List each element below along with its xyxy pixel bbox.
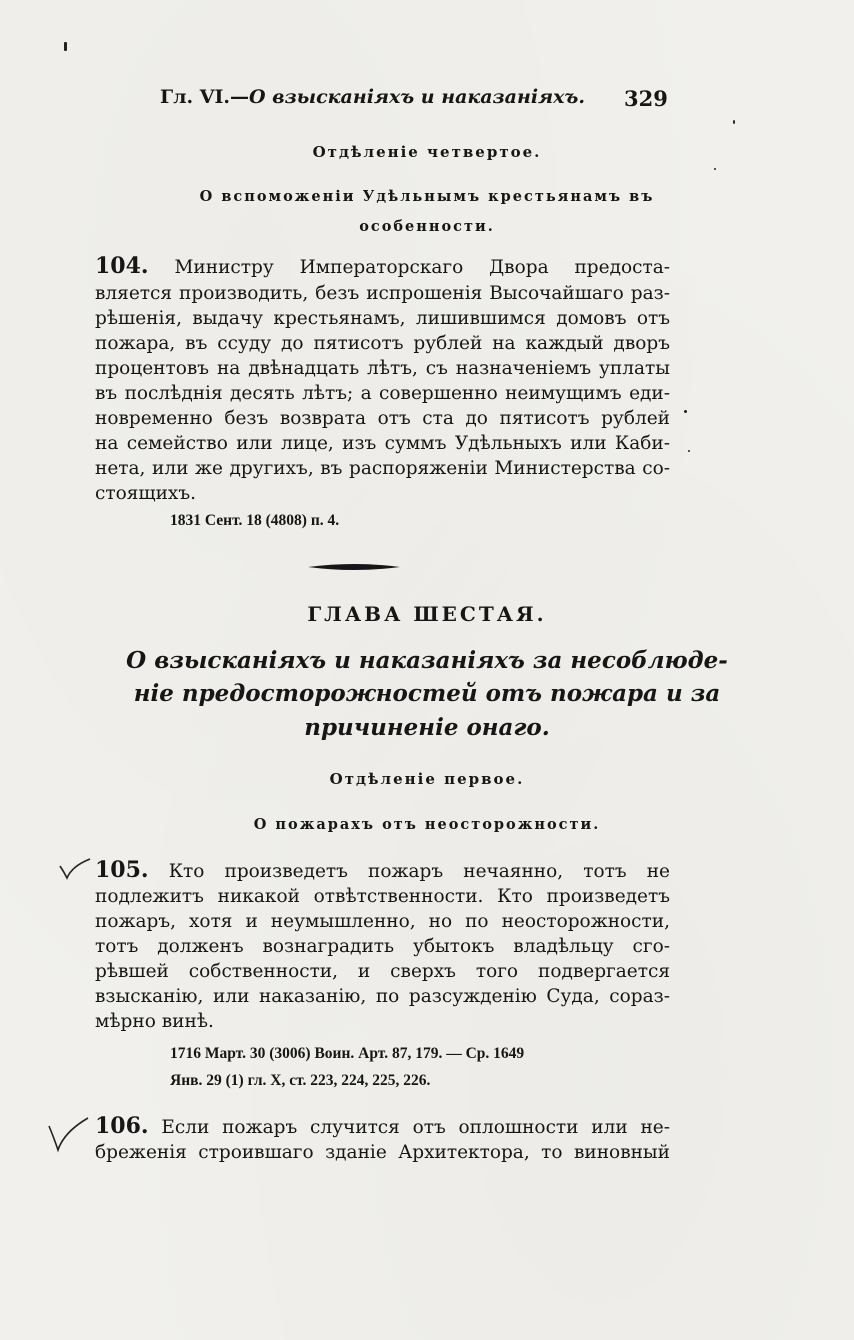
article-104-line: процентовъ на двѣнадцать лѣтъ, съ назначеніемъ уплаты	[95, 358, 670, 379]
article-105-line: подлежитъ никакой отвѣтственности. Кто произведетъ	[95, 886, 670, 907]
section-subheading-line1: О вспоможеніи Удѣльнымъ крестьянамъ въ	[199, 188, 655, 205]
article-104-line: въ послѣднія десять лѣтъ; а совершенно неимущимъ еди-	[95, 383, 670, 404]
chapter-title-line3: причиненіе онаго.	[304, 714, 550, 741]
scan-speck	[684, 410, 687, 413]
article-number: 106.	[95, 1114, 149, 1138]
article-105-line: взысканію, или наказанію, по разсужденію Суда, сораз-	[95, 986, 670, 1007]
article-105-line: пожаръ, хотя и неумышленно, но по неосторожности,	[95, 911, 670, 932]
chapter-heading: ГЛАВА ШЕСТАЯ.	[307, 602, 547, 626]
article-105-line: тотъ долженъ вознаградить убытокъ владѣльцу сго-	[95, 936, 670, 957]
section-heading: Отдѣленіе первое.	[329, 770, 525, 788]
scan-speck	[733, 120, 735, 124]
section-subheading-line2: особенности.	[359, 218, 495, 235]
article-104-reference: 1831 Сент. 18 (4808) п. 4.	[170, 512, 340, 529]
article-104-line: новременно безъ возврата отъ ста до пятисотъ рублей	[95, 408, 670, 429]
article-104-line: 104. Министру Императорскаго Двора предоста-	[95, 254, 670, 278]
scan-speck	[714, 168, 716, 170]
article-105-reference-line2: Янв. 29 (1) гл. X, ст. 223, 224, 225, 226.	[170, 1072, 431, 1089]
article-105-line: рѣвшей собственности, и сверхъ того подвергается	[95, 961, 670, 982]
article-106-line: 106. Если пожаръ случится отъ оплошности или не-	[95, 1114, 670, 1138]
running-header	[160, 86, 585, 108]
article-104-line: пожара, въ ссуду до пятисотъ рублей на каждый дворъ	[95, 333, 670, 354]
article-105-line: мѣрно винѣ.	[95, 1011, 214, 1032]
article-105-reference-line1: 1716 Март. 30 (3006) Воин. Арт. 87, 179. — Ср. 1649	[170, 1045, 525, 1062]
chapter-title-line1: О взысканіяхъ и наказаніяхъ за несоблюде-	[126, 647, 728, 674]
article-number: 105.	[95, 858, 149, 882]
article-104-line: вляется производить, безъ испрошенія Высочайшаго раз-	[95, 283, 670, 304]
section-heading: Отдѣленіе четвертое.	[312, 143, 542, 161]
article-104-line: рѣшенія, выдачу крестьянамъ, лишившимся домовъ отъ	[95, 308, 670, 329]
chapter-title-line2: ніе предосторожностей отъ пожара и за	[133, 680, 721, 707]
checkmark-icon	[46, 1112, 90, 1154]
scan-speck	[64, 42, 67, 51]
article-104-line: стоящихъ.	[95, 483, 197, 504]
ornament-rule-divider	[308, 562, 400, 572]
article-104-line: нета, или же другихъ, въ распоряженіи Министерства со-	[95, 458, 670, 479]
section-subheading: О пожарахъ отъ неосторожности.	[253, 816, 601, 833]
header-chapter-prefix: Гл. VI.—	[160, 86, 249, 108]
page-number: 329	[624, 86, 668, 111]
article-105-line: 105. Кто произведетъ пожаръ нечаянно, тотъ не	[95, 858, 670, 882]
article-number: 104.	[95, 254, 149, 278]
checkmark-icon	[58, 856, 92, 882]
article-104-line: на семейство или лице, изъ суммъ Удѣльныхъ или Каби-	[95, 433, 670, 454]
scan-speck	[688, 450, 690, 452]
header-chapter-title: О взысканіяхъ и наказаніяхъ.	[249, 86, 585, 108]
article-106-line: бреженія строившаго зданіе Архитектора, то виновный	[95, 1142, 670, 1163]
